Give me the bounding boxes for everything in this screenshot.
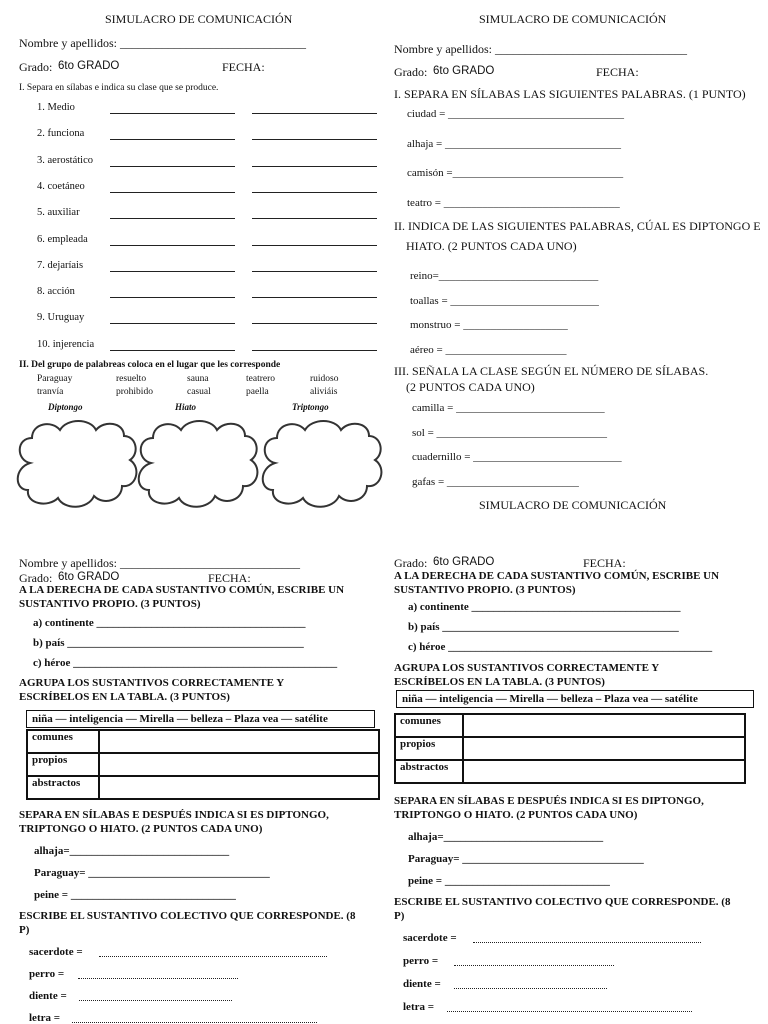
answer-dotted-line[interactable] bbox=[72, 1022, 317, 1023]
cloud-answer-boxes bbox=[10, 412, 385, 512]
q2-title: SIMULACRO DE COMUNICACIÓN bbox=[479, 12, 667, 26]
fill-in-item[interactable]: aéreo = ______________________ bbox=[410, 343, 567, 356]
q2-section-1-title: I. SEPARA EN SÍLABAS LAS SIGUIENTES PALABRAS. (1 PUNTO) bbox=[394, 87, 746, 101]
fill-in-item[interactable]: alhaja = ________________________________ bbox=[407, 137, 621, 150]
fill-in-item[interactable]: peine = ______________________________ bbox=[408, 875, 610, 887]
q3-b-title-1: AGRUPA LOS SUSTANTIVOS CORRECTAMENTE Y bbox=[19, 677, 285, 689]
grid-word: tranvía bbox=[37, 387, 64, 397]
fill-in-item[interactable]: c) héroe ________________________________________________ bbox=[408, 641, 713, 653]
table-row bbox=[395, 737, 745, 760]
q2-grade-label: Grado: bbox=[394, 65, 428, 79]
fill-in-item[interactable]: Paraguay= _________________________________ bbox=[34, 867, 270, 879]
q1-instruction-1: I. Separa en sílabas e indica su clase que se produce. bbox=[19, 83, 219, 93]
q3-grade-label: Grado: bbox=[19, 571, 53, 585]
word-item: 1. Medio bbox=[37, 102, 75, 113]
q1-instruction-2: II. Del grupo de palabreas coloca en el lugar que les corresponde bbox=[19, 360, 281, 370]
cloud-label-triptongo: Triptongo bbox=[292, 402, 329, 412]
q1-title: SIMULACRO DE COMUNICACIÓN bbox=[105, 12, 293, 26]
answer-line[interactable] bbox=[252, 139, 377, 140]
answer-line[interactable] bbox=[252, 297, 377, 298]
q3-grade-value: 6to GRADO bbox=[58, 571, 120, 583]
fill-in-item[interactable]: teatro = ________________________________ bbox=[407, 196, 620, 209]
q2-grade-value: 6to GRADO bbox=[433, 65, 495, 77]
fill-in-item[interactable]: b) país ___________________________________________ bbox=[33, 637, 304, 649]
fill-in-item[interactable]: peine = ______________________________ bbox=[34, 889, 236, 901]
grid-word: aliviáis bbox=[310, 387, 338, 397]
q4-cell-abstractos[interactable] bbox=[463, 760, 745, 783]
answer-dotted-line[interactable] bbox=[473, 942, 701, 943]
q3-row-abstractos: abstractos bbox=[27, 776, 99, 799]
q2-section-2-subtitle: HIATO. (2 PUNTOS CADA UNO) bbox=[406, 239, 577, 253]
fill-in-item[interactable]: Paraguay= _________________________________ bbox=[408, 853, 644, 865]
q4-row-comunes: comunes bbox=[395, 714, 463, 737]
q1-grade-value: 6to GRADO bbox=[58, 60, 120, 72]
collective-item: letra = bbox=[29, 1012, 61, 1024]
q4-row-abstractos: abstractos bbox=[395, 760, 463, 783]
fill-in-item[interactable]: b) país ___________________________________________ bbox=[408, 621, 679, 633]
word-item: 8. acción bbox=[37, 286, 75, 298]
grid-word: prohibido bbox=[116, 387, 153, 397]
q3-cell-comunes[interactable] bbox=[99, 730, 379, 753]
q1-grade-label: Grado: bbox=[19, 60, 53, 74]
word-item: 4. coetáneo bbox=[37, 180, 85, 192]
answer-line[interactable] bbox=[110, 139, 235, 140]
word-item: 5. auxiliar bbox=[37, 207, 80, 219]
fill-in-item[interactable]: a) continente ______________________________________ bbox=[408, 601, 681, 613]
fill-in-item[interactable]: c) héroe ________________________________________________ bbox=[33, 657, 338, 669]
answer-line[interactable] bbox=[110, 297, 235, 298]
q1-name-label: Nombre y apellidos: _______________________________ bbox=[19, 36, 306, 50]
answer-line[interactable] bbox=[252, 271, 377, 272]
word-item: 2. funciona bbox=[37, 128, 85, 140]
collective-item: perro = bbox=[403, 955, 439, 967]
q2-section-2-title: II. INDICA DE LAS SIGUIENTES PALABRAS, CÚAL ES DIPTONGO E bbox=[394, 219, 761, 233]
q4-word-box: niña — inteligencia — Mirella — belleza – Plaza vea — satélite bbox=[396, 690, 754, 708]
grid-word: paella bbox=[246, 387, 269, 397]
q2-footer-title: SIMULACRO DE COMUNICACIÓN bbox=[479, 498, 667, 512]
q4-grade-value: 6to GRADO bbox=[433, 556, 495, 568]
answer-line[interactable] bbox=[252, 113, 377, 114]
q2-date-label: FECHA: bbox=[596, 65, 639, 79]
grid-word: resuelto bbox=[116, 374, 147, 384]
word-item: 3. aerostático bbox=[37, 154, 93, 166]
collective-item: diente = bbox=[29, 990, 67, 1002]
q4-row-propios: propios bbox=[395, 737, 463, 760]
q3-c-title-1: SEPARA EN SÍLABAS E DESPUÉS INDICA SI ES DIPTONGO, bbox=[19, 809, 329, 821]
collective-item: perro = bbox=[29, 968, 65, 980]
q4-b-title-2: ESCRÍBELOS EN LA TABLA. (3 PUNTOS) bbox=[394, 676, 605, 688]
collective-item: diente = bbox=[403, 978, 441, 990]
fill-in-item[interactable]: alhaja=_____________________________ bbox=[408, 831, 604, 843]
answer-line[interactable] bbox=[110, 350, 235, 351]
grid-word: ruidoso bbox=[310, 374, 339, 384]
q4-c-title-2: TRIPTONGO O HIATO. (2 PUNTOS CADA UNO) bbox=[394, 809, 638, 821]
answer-dotted-line[interactable] bbox=[447, 1011, 692, 1012]
q3-word-box: niña — inteligencia — Mirella — belleza – Plaza vea — satélite bbox=[26, 710, 375, 728]
answer-line[interactable] bbox=[110, 218, 235, 219]
q3-a-title-2: SUSTANTIVO PROPIO. (3 PUNTOS) bbox=[19, 598, 201, 610]
grid-word: casual bbox=[187, 387, 211, 397]
answer-line[interactable] bbox=[110, 245, 235, 246]
q4-d-title-2: P) bbox=[394, 910, 405, 922]
q3-name-label: Nombre y apellidos: ______________________________ bbox=[19, 556, 300, 570]
grid-word: Paraguay bbox=[37, 374, 73, 384]
cloud-diptongo bbox=[18, 421, 137, 507]
word-item: 10. injerencia bbox=[37, 338, 95, 350]
q4-c-title-1: SEPARA EN SÍLABAS E DESPUÉS INDICA SI ES DIPTONGO, bbox=[394, 795, 704, 807]
cloud-triptongo bbox=[263, 421, 382, 507]
q4-d-title-1: ESCRIBE EL SUSTANTIVO COLECTIVO QUE CORRESPONDE. (8 bbox=[394, 896, 731, 908]
q3-row-comunes: comunes bbox=[27, 730, 99, 753]
q1-date-label: FECHA: bbox=[222, 60, 265, 74]
collective-item: sacerdote = bbox=[29, 946, 83, 958]
fill-in-item[interactable]: reino=_____________________________ bbox=[410, 270, 599, 282]
fill-in-item[interactable]: a) continente ______________________________________ bbox=[33, 617, 306, 629]
answer-dotted-line[interactable] bbox=[78, 978, 238, 979]
q3-date-label: FECHA: bbox=[208, 571, 251, 585]
q4-date-label: FECHA: bbox=[583, 556, 626, 570]
q4-noun-table bbox=[394, 713, 746, 784]
q4-grade-label: Grado: bbox=[394, 556, 428, 570]
grid-word: teatrero bbox=[246, 374, 276, 384]
q3-b-title-2: ESCRÍBELOS EN LA TABLA. (3 PUNTOS) bbox=[19, 691, 230, 703]
answer-line[interactable] bbox=[110, 323, 235, 324]
q4-cell-comunes[interactable] bbox=[463, 714, 745, 737]
cloud-hiato bbox=[139, 421, 258, 507]
answer-line[interactable] bbox=[252, 218, 377, 219]
word-item: 9. Uruguay bbox=[37, 312, 85, 324]
q3-d-title-2: P) bbox=[19, 924, 30, 936]
q3-a-title-1: A LA DERECHA DE CADA SUSTANTIVO COMÚN, ESCRIBE UN bbox=[19, 584, 345, 596]
answer-dotted-line[interactable] bbox=[99, 956, 327, 957]
fill-in-item[interactable]: gafas = ________________________ bbox=[412, 475, 579, 488]
q3-c-title-2: TRIPTONGO O HIATO. (2 PUNTOS CADA UNO) bbox=[19, 823, 263, 835]
answer-line[interactable] bbox=[252, 192, 377, 193]
q3-cell-propios[interactable] bbox=[99, 753, 379, 776]
q3-row-propios: propios bbox=[27, 753, 99, 776]
answer-line[interactable] bbox=[252, 323, 377, 324]
q4-cell-propios[interactable] bbox=[463, 737, 745, 760]
answer-line[interactable] bbox=[110, 113, 235, 114]
q2-section-3-title: III. SEÑALA LA CLASE SEGÚN EL NÚMERO DE SÍLABAS. bbox=[394, 364, 709, 378]
word-item: 6. empleada bbox=[37, 233, 88, 245]
q3-cell-abstractos[interactable] bbox=[99, 776, 379, 799]
table-row bbox=[395, 760, 745, 783]
word-item: 7. dejaríais bbox=[37, 259, 84, 271]
answer-dotted-line[interactable] bbox=[454, 988, 607, 989]
grid-word: sauna bbox=[187, 374, 209, 384]
answer-line[interactable] bbox=[252, 166, 377, 167]
fill-in-item[interactable]: toallas = ___________________________ bbox=[410, 294, 599, 307]
table-row bbox=[27, 730, 379, 753]
q2-name-label: Nombre y apellidos: ________________________________ bbox=[394, 42, 687, 56]
q2-section-3-subtitle: (2 PUNTOS CADA UNO) bbox=[406, 380, 535, 394]
fill-in-item[interactable]: camilla = ___________________________ bbox=[412, 402, 605, 414]
q4-a-title-2: SUSTANTIVO PROPIO. (3 PUNTOS) bbox=[394, 584, 576, 596]
collective-item: letra = bbox=[403, 1001, 435, 1013]
q4-a-title-1: A LA DERECHA DE CADA SUSTANTIVO COMÚN, ESCRIBE UN bbox=[394, 570, 720, 582]
table-row bbox=[27, 776, 379, 799]
collective-item: sacerdote = bbox=[403, 932, 457, 944]
fill-in-item[interactable]: sol = _______________________________ bbox=[412, 426, 608, 439]
answer-line[interactable] bbox=[252, 245, 377, 246]
q3-d-title-1: ESCRIBE EL SUSTANTIVO COLECTIVO QUE CORRESPONDE. (8 bbox=[19, 910, 356, 922]
q3-noun-table bbox=[26, 729, 380, 800]
answer-line[interactable] bbox=[110, 166, 235, 167]
fill-in-item[interactable]: cuadernillo = ___________________________ bbox=[412, 451, 622, 463]
table-row bbox=[27, 753, 379, 776]
fill-in-item[interactable]: monstruo = ___________________ bbox=[410, 319, 568, 331]
answer-line[interactable] bbox=[110, 271, 235, 272]
fill-in-item[interactable]: alhaja=_____________________________ bbox=[34, 845, 230, 857]
cloud-label-diptongo: Diptongo bbox=[48, 402, 83, 412]
fill-in-item[interactable]: ciudad = ________________________________ bbox=[407, 108, 625, 120]
q4-b-title-1: AGRUPA LOS SUSTANTIVOS CORRECTAMENTE Y bbox=[394, 662, 660, 674]
answer-line[interactable] bbox=[110, 192, 235, 193]
answer-dotted-line[interactable] bbox=[454, 965, 614, 966]
cloud-label-hiato: Hiato bbox=[175, 402, 197, 412]
answer-dotted-line[interactable] bbox=[79, 1000, 232, 1001]
answer-line[interactable] bbox=[252, 350, 377, 351]
fill-in-item[interactable]: camisón =_______________________________ bbox=[407, 167, 624, 179]
table-row bbox=[395, 714, 745, 737]
